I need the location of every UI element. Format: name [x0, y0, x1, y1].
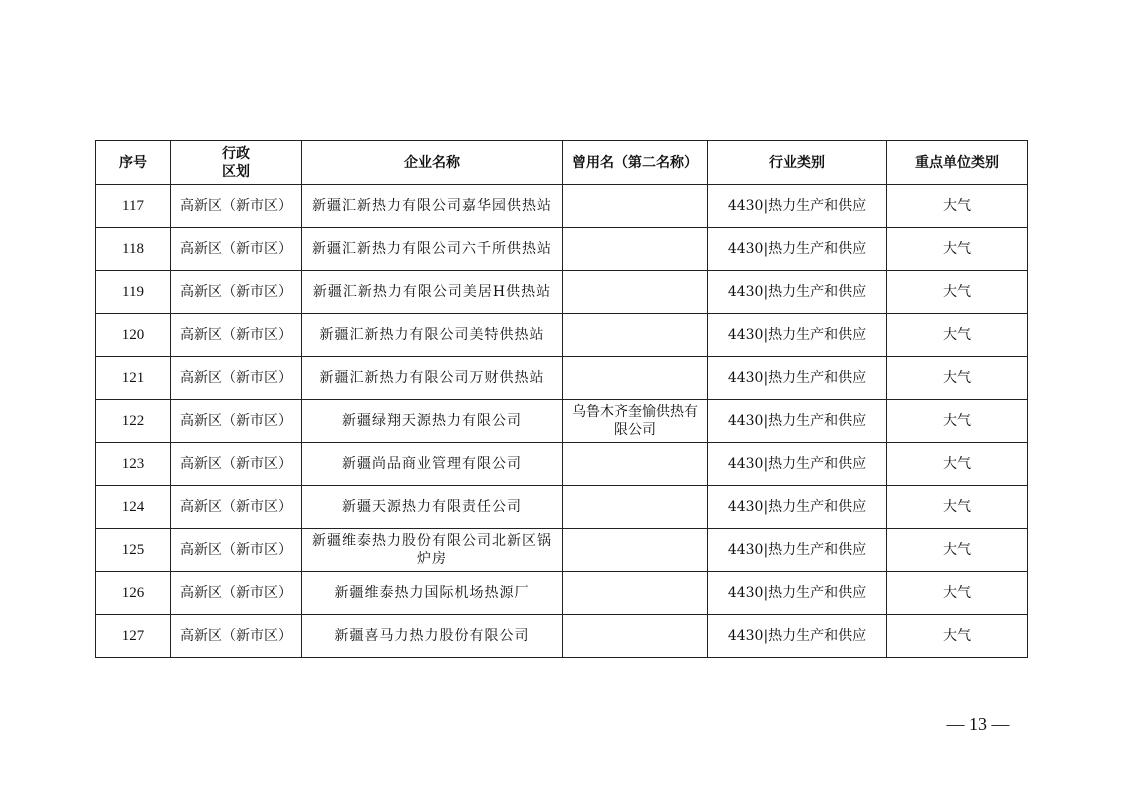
- cell-district: 高新区（新市区）: [171, 357, 302, 400]
- cell-former-name: [563, 572, 708, 615]
- cell-district: 高新区（新市区）: [171, 314, 302, 357]
- cell-former-name: [563, 486, 708, 529]
- header-enterprise-name: 企业名称: [302, 141, 563, 185]
- cell-serial: 118: [96, 228, 171, 271]
- cell-enterprise-name: 新疆天源热力有限责任公司: [302, 486, 563, 529]
- cell-unit-category: 大气: [887, 615, 1028, 658]
- cell-serial: 123: [96, 443, 171, 486]
- table-body: [96, 185, 1028, 658]
- table-row: [96, 529, 1028, 572]
- enterprise-table: [95, 140, 1028, 658]
- cell-former-name: [563, 271, 708, 314]
- cell-industry: 4430|热力生产和供应: [708, 529, 887, 572]
- cell-serial: 120: [96, 314, 171, 357]
- cell-district: 高新区（新市区）: [171, 228, 302, 271]
- cell-district: 高新区（新市区）: [171, 529, 302, 572]
- cell-former-name: [563, 443, 708, 486]
- cell-industry: 4430|热力生产和供应: [708, 314, 887, 357]
- table-row: [96, 486, 1028, 529]
- header-industry: 行业类别: [708, 141, 887, 185]
- table-header: [96, 141, 1028, 185]
- cell-unit-category: 大气: [887, 572, 1028, 615]
- cell-unit-category: 大气: [887, 443, 1028, 486]
- table-row: [96, 185, 1028, 228]
- cell-enterprise-name: 新疆尚品商业管理有限公司: [302, 443, 563, 486]
- cell-serial: 124: [96, 486, 171, 529]
- cell-former-name: [563, 185, 708, 228]
- cell-former-name: [563, 357, 708, 400]
- cell-industry: 4430|热力生产和供应: [708, 185, 887, 228]
- cell-former-name: [563, 314, 708, 357]
- cell-serial: 125: [96, 529, 171, 572]
- cell-industry: 4430|热力生产和供应: [708, 400, 887, 443]
- cell-enterprise-name: 新疆汇新热力有限公司美居H供热站: [302, 271, 563, 314]
- cell-unit-category: 大气: [887, 529, 1028, 572]
- cell-enterprise-name: 新疆维泰热力国际机场热源厂: [302, 572, 563, 615]
- cell-former-name: [563, 529, 708, 572]
- page-number: — 13 —: [946, 714, 1010, 734]
- table-row: [96, 271, 1028, 314]
- cell-industry: 4430|热力生产和供应: [708, 572, 887, 615]
- cell-district: 高新区（新市区）: [171, 271, 302, 314]
- cell-serial: 126: [96, 572, 171, 615]
- cell-district: 高新区（新市区）: [171, 615, 302, 658]
- table-row: [96, 228, 1028, 271]
- cell-unit-category: 大气: [887, 486, 1028, 529]
- cell-industry: 4430|热力生产和供应: [708, 486, 887, 529]
- header-district: 行政 区划: [171, 141, 302, 185]
- cell-industry: 4430|热力生产和供应: [708, 228, 887, 271]
- cell-industry: 4430|热力生产和供应: [708, 357, 887, 400]
- cell-district: 高新区（新市区）: [171, 486, 302, 529]
- cell-enterprise-name: 新疆汇新热力有限公司嘉华园供热站: [302, 185, 563, 228]
- cell-industry: 4430|热力生产和供应: [708, 271, 887, 314]
- cell-serial: 121: [96, 357, 171, 400]
- table-row: [96, 357, 1028, 400]
- header-serial: 序号: [96, 141, 171, 185]
- cell-enterprise-name: 新疆汇新热力有限公司六千所供热站: [302, 228, 563, 271]
- cell-unit-category: 大气: [887, 271, 1028, 314]
- table-row: [96, 615, 1028, 658]
- cell-unit-category: 大气: [887, 185, 1028, 228]
- cell-serial: 119: [96, 271, 171, 314]
- header-row: [96, 141, 1028, 185]
- cell-enterprise-name: 新疆喜马力热力股份有限公司: [302, 615, 563, 658]
- cell-district: 高新区（新市区）: [171, 572, 302, 615]
- table-row: [96, 314, 1028, 357]
- cell-unit-category: 大气: [887, 400, 1028, 443]
- header-unit-category: 重点单位类别: [887, 141, 1028, 185]
- cell-district: 高新区（新市区）: [171, 443, 302, 486]
- cell-former-name: [563, 615, 708, 658]
- table-row: [96, 400, 1028, 443]
- cell-industry: 4430|热力生产和供应: [708, 443, 887, 486]
- cell-former-name: [563, 228, 708, 271]
- cell-industry: 4430|热力生产和供应: [708, 615, 887, 658]
- cell-enterprise-name: 新疆维泰热力股份有限公司北新区锅炉房: [302, 529, 563, 572]
- table-row: [96, 572, 1028, 615]
- cell-enterprise-name: 新疆绿翔天源热力有限公司: [302, 400, 563, 443]
- cell-district: 高新区（新市区）: [171, 185, 302, 228]
- cell-serial: 127: [96, 615, 171, 658]
- cell-unit-category: 大气: [887, 228, 1028, 271]
- header-former-name: 曾用名（第二名称）: [563, 141, 708, 185]
- cell-enterprise-name: 新疆汇新热力有限公司万财供热站: [302, 357, 563, 400]
- cell-unit-category: 大气: [887, 357, 1028, 400]
- cell-enterprise-name: 新疆汇新热力有限公司美特供热站: [302, 314, 563, 357]
- cell-serial: 117: [96, 185, 171, 228]
- table-row: [96, 443, 1028, 486]
- cell-district: 高新区（新市区）: [171, 400, 302, 443]
- cell-unit-category: 大气: [887, 314, 1028, 357]
- cell-serial: 122: [96, 400, 171, 443]
- cell-former-name: 乌鲁木齐奎愉供热有限公司: [563, 400, 708, 443]
